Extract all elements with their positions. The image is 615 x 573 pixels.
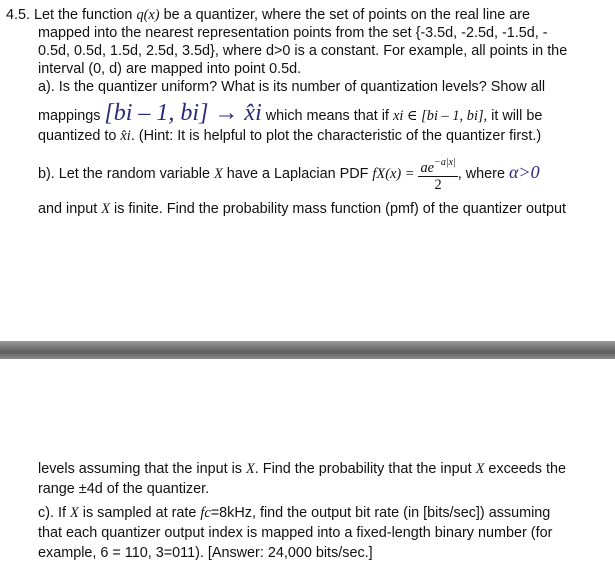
part-c-mid: is sampled at rate [82,505,197,521]
where-label: , where [457,166,505,182]
part-a-line-2 [38,100,542,129]
condition-expression: xi ∈ [bi – 1, bi], [392,108,488,124]
part-b-prefix: b). Let the random variable [38,166,210,182]
part-b-line-2-post: is finite. Find the probability mass function (pmf) of the quantizer output [114,201,566,217]
part-b-line-2-pre: and input [38,201,98,217]
cont-1-mid: . Find the probability that the input [254,461,472,477]
problem-number: 4.5. [6,7,31,23]
laplacian-text: have a Laplacian PDF [226,166,369,182]
var-x-2: X [101,201,111,217]
var-x-4: X [475,461,485,477]
which-means-text: which means that if [265,108,389,124]
pdf-fraction [418,155,457,193]
var-x-5: X [69,505,79,521]
part-c-line-1 [38,504,550,522]
it-will-be-text: it will be [491,108,543,124]
mappings-label: mappings [38,108,101,124]
pdf-exponent: −a|x| [434,157,456,169]
xhat-symbol: x̂i [120,128,131,144]
hint-text: . (Hint: It is helpful to plot the characteristic of the quantizer first.) [130,128,542,144]
mapping-expression: [bi – 1, bi] → x̂i [104,100,262,126]
q-function: q(x) [136,7,160,23]
intro-line-3: 0.5d, 0.5d, 1.5d, 2.5d, 3.5d}, where d>0 is a constant. For example, all points in the [38,43,568,59]
continuation-line-1 [38,460,566,478]
intro-line-2: mapped into the nearest representation points from the set {-3.5d, -2.5d, -1.5d, - [38,25,548,41]
part-c-line-2: that each quantizer output index is mapped into a fixed-length binary number (for [38,525,553,541]
continuation-line-2: range ±4d of the quantizer. [38,481,210,497]
pdf-numerator: $ae^{-a|x|}$ [420,157,456,177]
pdf-denominator: 2 [434,177,442,194]
pdf-lhs: fX(x) = [372,166,415,182]
intro-line-4: interval (0, d) are mapped into point 0.5d. [38,61,302,77]
part-a-line-1: a). Is the quantizer uniform? What is its number of quantization levels? Show all [38,79,546,95]
cont-1-pre: levels assuming that the input is [38,461,242,477]
alpha-condition: α>0 [508,162,540,182]
part-b-line-1 [38,152,540,194]
part-c-line-3: example, 6 = 110, 3=011). [Answer: 24,000 bits/sec.] [38,545,373,561]
cont-1-post: exceeds the [488,461,566,477]
var-x: X [214,166,223,182]
intro-text-1b: be a quantizer, where the set of points on the real line are [163,7,531,23]
part-c-pre: c). If [38,505,66,521]
part-c-post: =8kHz, find the output bit rate (in [bits/sec]) assuming [210,505,551,521]
var-x-3: X [245,461,255,477]
quantized-to-text: quantized to [38,128,117,144]
part-a-line-3 [38,127,541,145]
sample-rate-symbol: fc [200,505,211,521]
page-break-bar [0,341,615,359]
problem-line-1 [6,6,530,24]
intro-text-1a: Let the function [34,7,133,23]
part-b-line-2 [38,200,566,218]
